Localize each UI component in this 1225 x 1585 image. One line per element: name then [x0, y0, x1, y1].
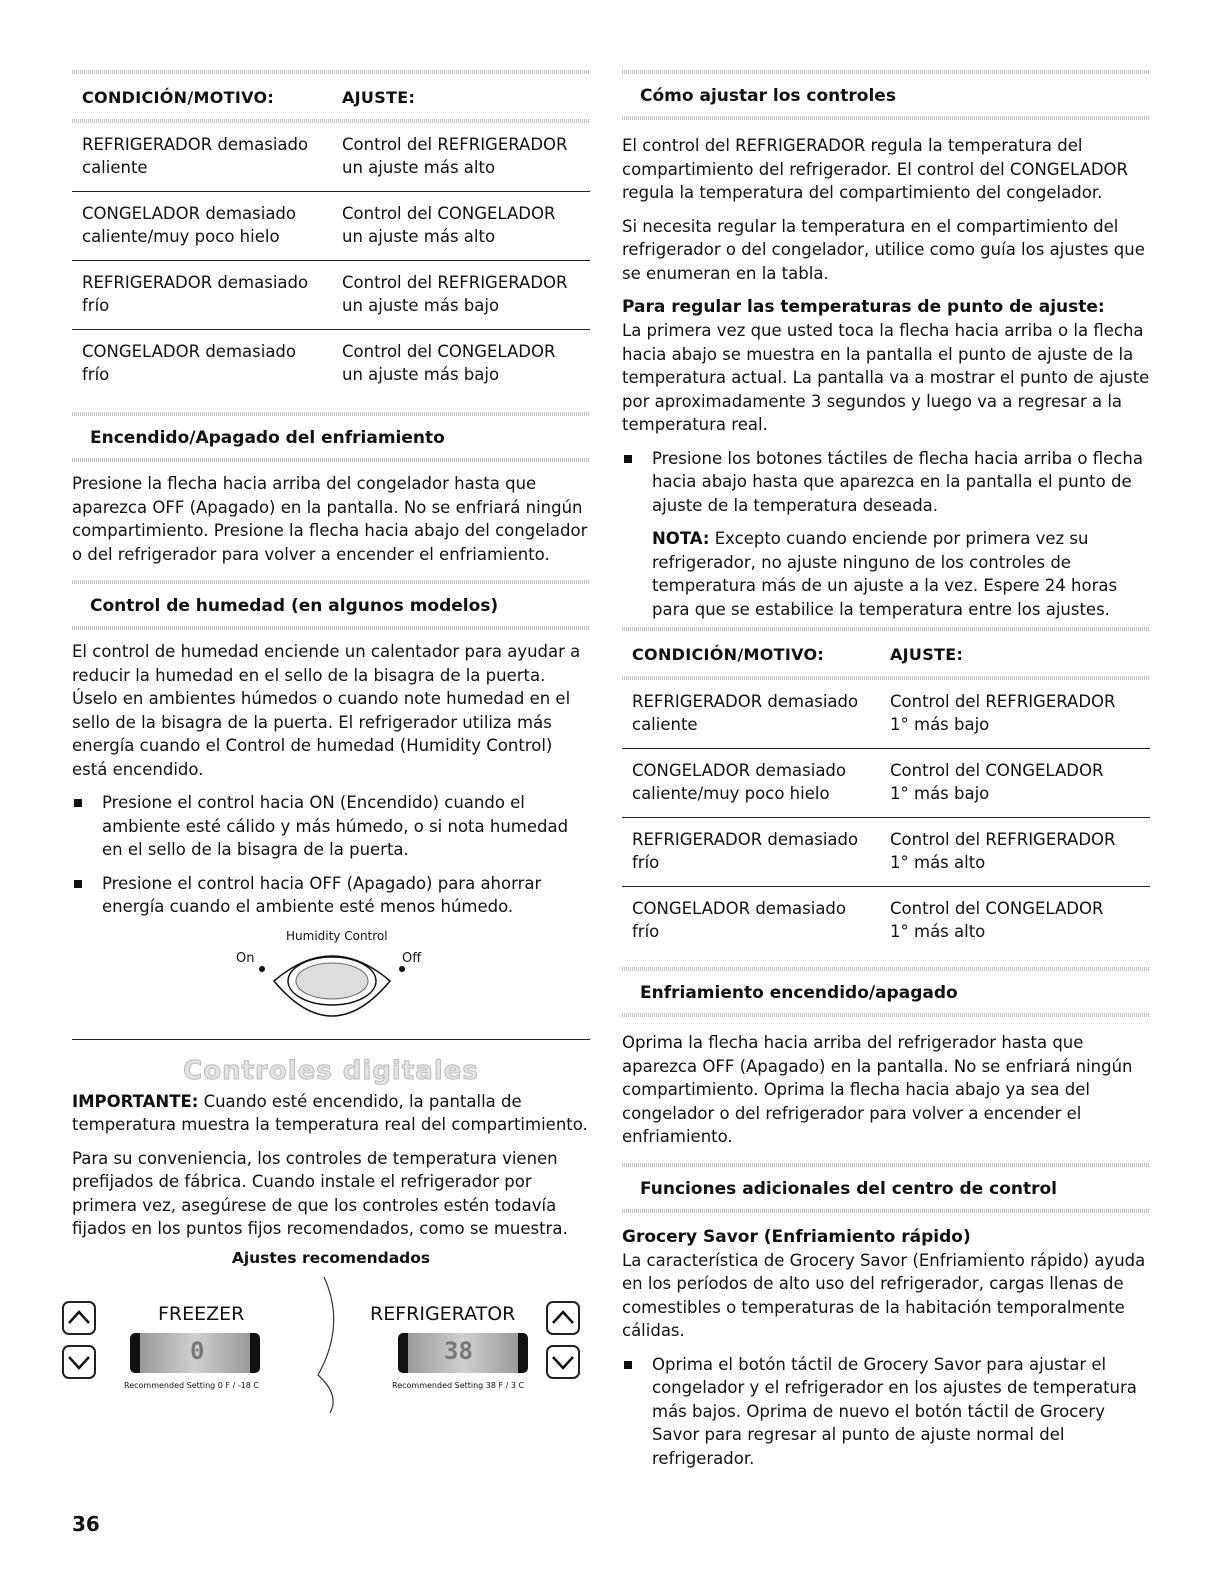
cell-condition: caliente	[82, 158, 148, 177]
fridge-digits: 38	[444, 1336, 473, 1365]
cell-adjust: un ajuste más bajo	[342, 296, 500, 315]
cell-adjust: 1° más alto	[890, 922, 986, 941]
important-text	[72, 1090, 590, 1137]
divider	[72, 412, 590, 416]
note-text	[622, 527, 1150, 621]
cell-adjust: un ajuste más bajo	[342, 365, 500, 384]
setpoint-subheading: Para regular las temperaturas de punto de ajuste:	[622, 297, 1105, 317]
freezer-up-button[interactable]	[62, 1301, 96, 1335]
table-row	[622, 887, 1150, 955]
divider	[622, 1163, 1150, 1167]
note-label: NOTA:	[652, 529, 710, 548]
grocery-bullet: Oprima el botón táctil de Grocery Savor para ajustar el congelador y el refrigerador en los ajustes de temperatura más bajos. Oprima de nuevo el botón táctil de Grocery Savor para regresar al punto de ajuste normal del refrigerador.	[622, 1353, 1150, 1471]
cell-condition: CONGELADOR demasiado	[82, 342, 296, 361]
table-header	[72, 74, 590, 119]
cell-condition: REFRIGERADOR demasiado	[82, 135, 309, 154]
adjust-text-1: El control del REFRIGERADOR regula la temperatura del compartimiento del refrigerador. El control del CONGELADOR regula la temperatura del compartimiento del congelador.	[622, 136, 1129, 202]
important-body: Cuando esté encendido, la pantalla de temperatura muestra la temperatura real del compartimiento.	[72, 1091, 588, 1134]
section-heading-extra: Funciones adicionales del centro de control	[640, 1178, 1057, 1199]
humidity-off-label: Off	[402, 950, 422, 966]
divider	[622, 116, 1150, 120]
cell-adjust: Control del REFRIGERADOR	[890, 830, 1116, 849]
chevron-down-icon	[548, 1347, 578, 1377]
humidity-figure-title: Humidity Control	[286, 928, 388, 943]
humidity-bullet-off: Presione el control hacia OFF (Apagado) para ahorrar energía cuando el ambiente esté menos húmedo.	[72, 872, 590, 919]
humidity-bullet-on: Presione el control hacia ON (Encendido) cuando el ambiente esté cálido y más húmedo, o si nota humedad en el sello de la bisagra de la puerta.	[72, 791, 590, 862]
cell-condition: caliente/muy poco hielo	[82, 227, 280, 246]
note-body: Excepto cuando enciende por primera vez su refrigerador, no ajuste ninguno de los controles de temperatura más de un ajuste a la vez. Espere 24 horas para que se estabilice la temperatura entre los ajustes.	[652, 529, 1118, 619]
divider	[622, 676, 1150, 680]
section-heading-cooling: Encendido/Apagado del enfriamiento	[90, 428, 445, 448]
left-column	[72, 70, 590, 1425]
fridge-down-button[interactable]	[546, 1345, 580, 1379]
cell-condition: frío	[632, 922, 660, 941]
freezer-recommended: Recommended Setting 0 F / -18 C	[124, 1380, 260, 1390]
divider	[622, 1013, 1150, 1017]
cell-condition: CONGELADOR demasiado	[632, 899, 846, 918]
settings-table-left	[72, 74, 590, 398]
grocery-text: La característica de Grocery Savor (Enfriamiento rápido) ayuda en los períodos de alto uso del refrigerador, cargas llenas de comestibles o temperaturas de la habitación temporalmente cálidas.	[622, 1250, 1146, 1340]
table-row	[72, 192, 590, 261]
right-column	[622, 70, 1150, 1470]
control-panel-figure	[72, 1275, 590, 1425]
fridge-recommended: Recommended Setting 38 F / 3 C	[392, 1380, 525, 1390]
chevron-up-icon	[548, 1303, 578, 1333]
divider	[72, 1039, 590, 1040]
adjust-text-2: Si necesita regular la temperatura en el compartimiento del refrigerador o del congelador, utilice como guía los ajustes que se enumeran en la tabla.	[622, 216, 1145, 283]
digital-controls-title: Controles digitales	[183, 1055, 479, 1086]
cell-condition: REFRIGERADOR demasiado	[82, 273, 309, 292]
cooling2-text: Oprima la flecha hacia arriba del refrigerador hasta que aparezca OFF (Apagado) en la pantalla. No se enfriará ningún compartimiento. Oprima la flecha hacia abajo ya sea del congelador o del refrigerador para volver a encender el enfriamiento.	[622, 1033, 1133, 1146]
important-label: IMPORTANTE:	[72, 1091, 199, 1111]
humidity-on-label: On	[236, 950, 255, 966]
cell-adjust: 1° más bajo	[890, 784, 990, 803]
header-adjust: AJUSTE:	[890, 645, 964, 664]
cell-condition: CONGELADOR demasiado	[82, 204, 296, 223]
table-header	[622, 631, 1150, 676]
section-heading-adjust: Cómo ajustar los controles	[640, 86, 896, 106]
humidity-switch-icon[interactable]	[252, 941, 412, 1031]
cell-condition: frío	[632, 853, 660, 872]
cell-condition: CONGELADOR demasiado	[632, 761, 846, 780]
page-number: 36	[72, 1512, 100, 1536]
cell-adjust: Control del CONGELADOR	[342, 204, 556, 223]
header-adjust: AJUSTE:	[342, 88, 416, 107]
freezer-down-button[interactable]	[62, 1345, 96, 1379]
humidity-text: El control de humedad enciende un calentador para ayudar a reducir la humedad en el sello de la bisagra de la puerta. Úselo en ambientes húmedos o cuando note humedad en el sello de la bisagra de la puerta. El refrigerador utiliza más energía cuando el Control de humedad (Humidity Control) está encendido.	[72, 642, 581, 779]
chevron-down-icon	[64, 1347, 94, 1377]
divider-curve-icon	[310, 1275, 350, 1415]
table-row	[622, 818, 1150, 887]
setpoint-bullet: Presione los botones táctiles de flecha hacia arriba o flecha hacia abajo hasta que aparezca en la pantalla el punto de ajuste de la temperatura deseada.	[622, 447, 1150, 518]
cooling-text: Presione la flecha hacia arriba del congelador hasta que aparezca OFF (Apagado) en la pantalla. No se enfriará ningún compartimiento. Presione la flecha hacia abajo del congelador o del refrigerador para volver a encender el enfriamiento.	[72, 474, 588, 564]
cell-adjust: Control del REFRIGERADOR	[342, 135, 568, 154]
cell-adjust: un ajuste más alto	[342, 227, 496, 246]
chevron-up-icon	[64, 1303, 94, 1333]
cell-adjust: Control del REFRIGERADOR	[342, 273, 568, 292]
fridge-up-button[interactable]	[546, 1301, 580, 1335]
section-heading-humidity: Control de humedad (en algunos modelos)	[90, 596, 499, 616]
recommended-caption: Ajustes recomendados	[231, 1248, 431, 1267]
header-condition: CONDICIÓN/MOTIVO:	[82, 88, 275, 107]
cell-adjust: 1° más bajo	[890, 715, 990, 734]
divider	[72, 458, 590, 462]
cell-condition: REFRIGERADOR demasiado	[632, 692, 859, 711]
table-row	[72, 330, 590, 398]
cell-condition: caliente/muy poco hielo	[632, 784, 830, 803]
divider	[72, 119, 590, 123]
cell-adjust: 1° más alto	[890, 853, 986, 872]
grocery-subheading: Grocery Savor (Enfriamiento rápido)	[622, 1226, 971, 1247]
fridge-label: REFRIGERATOR	[370, 1302, 516, 1325]
humidity-control-figure	[72, 929, 590, 1039]
freezer-digits: 0	[190, 1336, 205, 1365]
section-heading-cooling2: Enfriamiento encendido/apagado	[640, 983, 958, 1003]
divider	[622, 1209, 1150, 1213]
divider	[72, 70, 590, 74]
cell-adjust: Control del CONGELADOR	[890, 761, 1104, 780]
cell-adjust: un ajuste más alto	[342, 158, 496, 177]
cell-adjust: Control del REFRIGERADOR	[890, 692, 1116, 711]
cell-condition: frío	[82, 365, 110, 384]
freezer-label: FREEZER	[158, 1302, 245, 1325]
cell-condition: REFRIGERADOR demasiado	[632, 830, 859, 849]
table-row	[72, 123, 590, 192]
setpoint-text: La primera vez que usted toca la flecha hacia arriba o la flecha hacia abajo se muestra en la pantalla el punto de ajuste de la temperatura actual. La pantalla va a mostrar el punto de ajuste por aproximadamente 3 segundos y luego va a regresar a la temperatura real.	[622, 321, 1150, 434]
divider	[622, 70, 1150, 74]
cell-adjust: Control del CONGELADOR	[890, 899, 1104, 918]
table-row	[622, 680, 1150, 749]
divider	[72, 626, 590, 630]
cell-condition: frío	[82, 296, 110, 315]
header-condition: CONDICIÓN/MOTIVO:	[632, 645, 825, 664]
table-row	[622, 749, 1150, 818]
table-row	[72, 261, 590, 330]
divider	[72, 580, 590, 584]
preset-text: Para su conveniencia, los controles de temperatura vienen prefijados de fábrica. Cuando instale el refrigerador por primera vez, asegúrese de que los controles estén todavía fijados en los puntos fijos recomendados, como se muestra.	[72, 1148, 568, 1238]
divider	[622, 967, 1150, 971]
settings-table-right	[622, 631, 1150, 955]
divider	[622, 627, 1150, 631]
cell-adjust: Control del CONGELADOR	[342, 342, 556, 361]
cell-condition: caliente	[632, 715, 698, 734]
